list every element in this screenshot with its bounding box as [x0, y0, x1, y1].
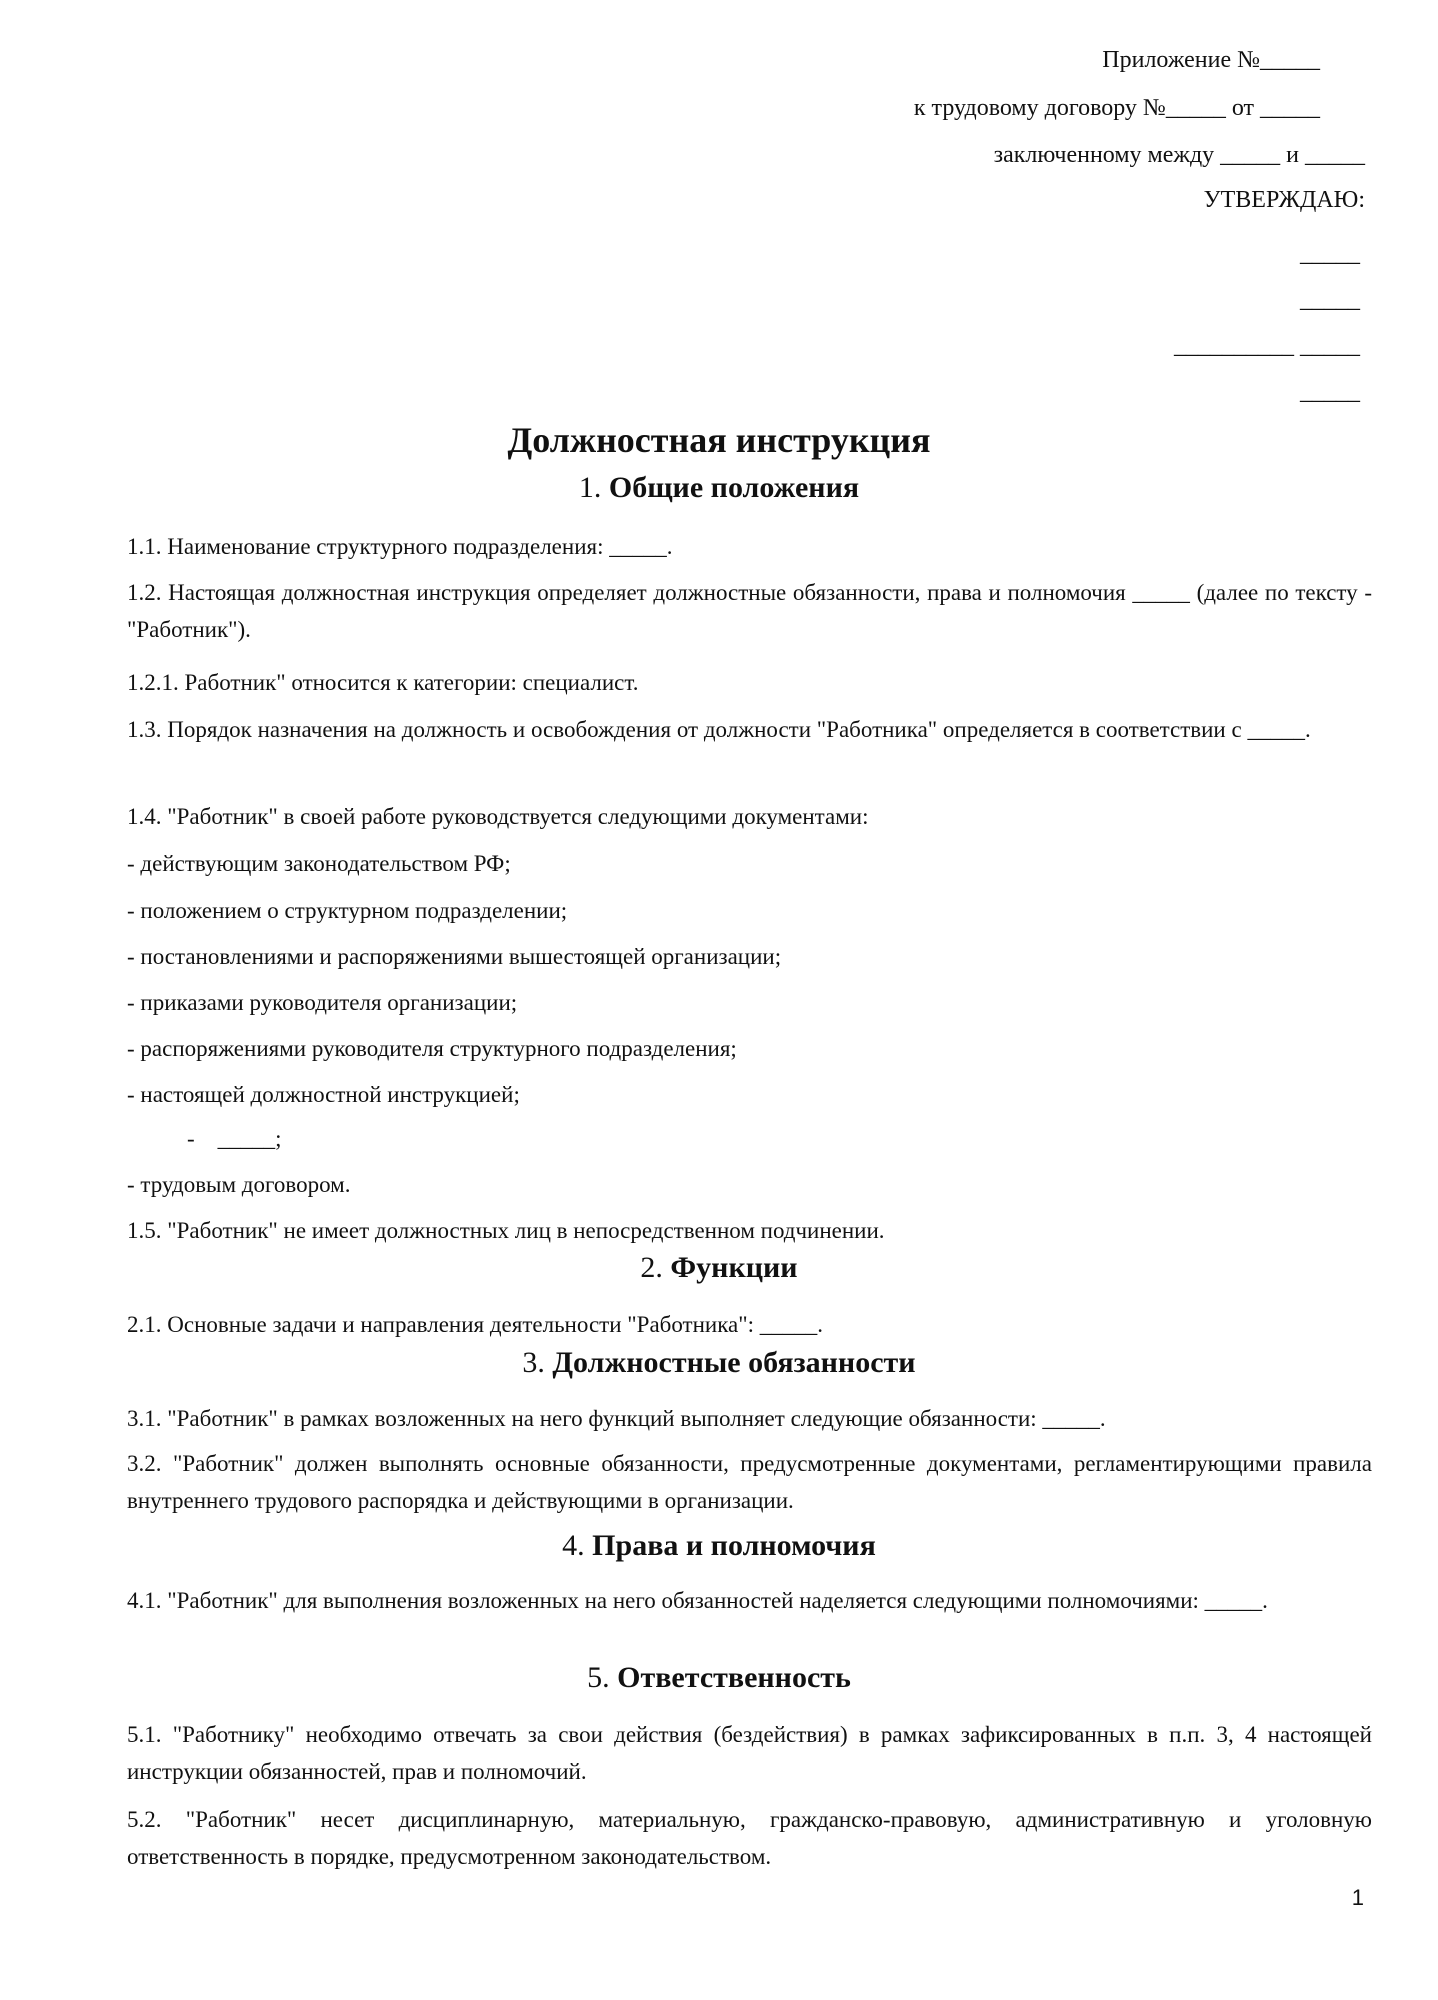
- section-number: 4.: [562, 1529, 585, 1562]
- list-item-blank: - _____;: [187, 1126, 282, 1151]
- section-number: 3.: [522, 1346, 545, 1379]
- section-title: Общие положения: [608, 471, 860, 504]
- paragraph-1-3: 1.3. Порядок назначения на должность и освобождения от должности "Работника" определяется в соответствии с _____.: [127, 717, 1311, 742]
- paragraph-3-1: 3.1. "Работник" в рамках возложенных на него функций выполняет следующие обязанности: _____.: [127, 1406, 1106, 1431]
- section-title: Функции: [670, 1251, 798, 1284]
- list-item: - действующим законодательством РФ;: [127, 851, 511, 876]
- paragraph-5-1: 5.1. "Работнику" необходимо отвечать за свои действия (бездействия) в рамках зафиксированных в п.п. 3, 4 настоящей инструкции обязанностей, прав и полномочий.: [127, 1722, 1372, 1784]
- signature-blank-4: _____: [1300, 379, 1360, 405]
- section-heading-1: [0, 470, 1438, 506]
- list-item: - положением о структурном подразделении;: [127, 898, 568, 923]
- signature-blank-2: _____: [1300, 287, 1360, 313]
- list-item: - трудовым договором.: [127, 1172, 351, 1197]
- section-title: Ответственность: [617, 1661, 851, 1694]
- section-title: Права и полномочия: [592, 1529, 876, 1562]
- paragraph-1-5: 1.5. "Работник" не имеет должностных лиц в непосредственном подчинении.: [127, 1218, 885, 1243]
- section-heading-3: [0, 1345, 1438, 1381]
- paragraph-1-1: 1.1. Наименование структурного подразделения: _____.: [127, 534, 673, 559]
- section-number: 5.: [587, 1661, 610, 1694]
- list-item: - постановлениями и распоряжениями вышестоящей организации;: [127, 944, 782, 969]
- section-heading-2: [0, 1250, 1438, 1286]
- page-number: 1: [1351, 1885, 1364, 1910]
- paragraph-1-2: 1.2. Настоящая должностная инструкция определяет должностные обязанности, права и полномочия _____ (далее по тексту - "Работник").: [127, 580, 1372, 642]
- list-item: - настоящей должностной инструкцией;: [127, 1082, 520, 1107]
- section-number: 2.: [640, 1251, 663, 1284]
- section-heading-4: [0, 1528, 1438, 1564]
- signature-blank-1: _____: [1300, 241, 1360, 267]
- approve-label: УТВЕРЖДАЮ:: [1203, 187, 1365, 213]
- paragraph-1-2-1: 1.2.1. Работник" относится к категории: специалист.: [127, 670, 639, 695]
- document-title: Должностная инструкция: [507, 420, 931, 460]
- section-heading-5: [0, 1660, 1438, 1696]
- appendix-line: Приложение №_____: [1102, 47, 1320, 73]
- section-title: Должностные обязанности: [552, 1346, 916, 1379]
- contract-line: к трудовому договору №_____ от _____: [913, 95, 1320, 121]
- list-item: - приказами руководителя организации;: [127, 990, 518, 1015]
- signature-blank-3: __________ _____: [1174, 333, 1360, 359]
- paragraph-2-1: 2.1. Основные задачи и направления деятельности "Работника": _____.: [127, 1312, 824, 1337]
- paragraph-4-1: 4.1. "Работник" для выполнения возложенных на него обязанностей наделяется следующими полномочиями: _____.: [127, 1588, 1268, 1613]
- list-item: - распоряжениями руководителя структурного подразделения;: [127, 1036, 737, 1061]
- paragraph-1-4: 1.4. "Работник" в своей работе руководствуется следующими документами:: [127, 804, 869, 829]
- parties-line: заключенному между _____ и _____: [993, 142, 1365, 168]
- paragraph-5-2: 5.2. "Работник" несет дисциплинарную, материальную, гражданско-правовую, административную и уголовную ответственность в порядке, предусмотренном законодательством.: [127, 1807, 1372, 1869]
- section-number: 1.: [578, 471, 602, 504]
- paragraph-3-2: 3.2. "Работник" должен выполнять основные обязанности, предусмотренные документами, регламентирующими правила внутреннего трудового распорядка и действующими в организации.: [127, 1451, 1372, 1513]
